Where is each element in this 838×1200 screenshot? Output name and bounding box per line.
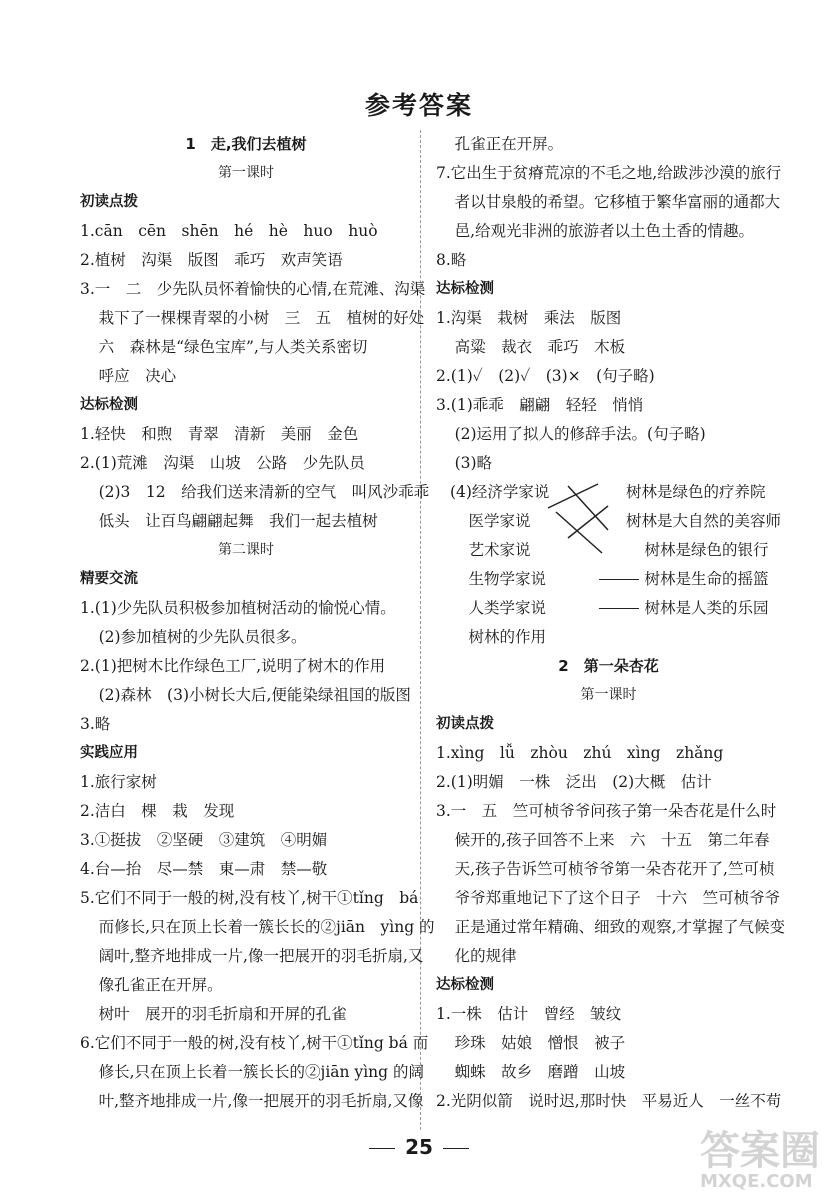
answer-line: 高粱 裁衣 乖巧 木板 xyxy=(454,338,626,356)
match-left-5: 人类学家说 xyxy=(468,599,547,617)
match-right-1: 树林是绿色的疗养院 xyxy=(625,483,766,501)
answer-line: 1.cān cēn shēn hé hè huo huò xyxy=(80,222,378,240)
page-title: 参考答案 xyxy=(364,91,473,120)
lesson-heading: 2 第一朵杏花 xyxy=(558,657,659,675)
answer-line: 低头 让百鸟翩翩起舞 我们一起去植树 xyxy=(98,512,378,530)
answer-line: 7.它出生于贫瘠荒凉的不毛之地,给跋涉沙漠的旅行 xyxy=(436,164,782,182)
answer-line: 3.一 二 少先队员怀着愉快的心情,在荒滩、沟渠 xyxy=(80,280,426,298)
lesson-subheading: 第二课时 xyxy=(218,542,274,558)
answer-line: 蜘蛛 故乡 磨蹭 山坡 xyxy=(454,1063,626,1081)
answer-line: 正是通过常年精确、细致的观察,才掌握了气候变 xyxy=(454,918,786,936)
right-bottom-block xyxy=(436,652,786,1116)
answer-line: 1.旅行家树 xyxy=(80,773,157,791)
section-heading: 精要交流 xyxy=(80,571,138,587)
section-heading: 初读点拨 xyxy=(80,194,138,210)
answer-line: 1.xìng lǚ zhòu zhú xìng zhǎng xyxy=(436,744,724,762)
match-right-2: 树林是大自然的美容师 xyxy=(625,512,781,530)
match-left-2: 医学家说 xyxy=(468,512,531,530)
answer-line: 呼应 决心 xyxy=(98,367,177,385)
answer-line: 化的规律 xyxy=(454,947,517,965)
section-heading: 达标检测 xyxy=(436,281,494,297)
answer-line: 3.①挺拔 ②坚硬 ③建筑 ④明媚 xyxy=(80,831,328,849)
answer-line: 6.它们不同于一般的树,没有枝丫,树干①tǐng bá 而 xyxy=(80,1034,429,1052)
section-heading: 实践应用 xyxy=(80,745,138,761)
answer-line: (2)参加植树的少先队员很多。 xyxy=(98,628,307,646)
answer-line: 1.沟渠 栽树 乘法 版图 xyxy=(436,309,622,327)
answer-line: 叶,整齐地排成一片,像一把展开的羽毛折扇,又像 xyxy=(98,1092,424,1110)
answer-line: 2.植树 沟渠 版图 乖巧 欢声笑语 xyxy=(80,251,343,269)
answer-line: 而修长,只在顶上长着一簇长长的②jiān yìng 的 xyxy=(98,918,435,936)
match-right-4: 树林是生命的摇篮 xyxy=(644,570,769,588)
answer-line: (3)略 xyxy=(454,454,493,472)
answer-line: 六 森林是“绿色宝库”,与人类关系密切 xyxy=(98,338,368,356)
lesson-subheading: 第一课时 xyxy=(218,165,274,181)
answer-line: 孔雀正在开屏。 xyxy=(454,135,564,153)
right-top-block xyxy=(436,130,781,478)
answer-line: 珍珠 姑娘 憎恨 被子 xyxy=(454,1034,626,1052)
match-left-4: 生物学家说 xyxy=(468,570,547,588)
answer-line: (2)3 12 给我们送来清新的空气 叫风沙乖乖 xyxy=(98,483,430,501)
answer-line: 像孔雀正在开屏。 xyxy=(98,976,223,994)
match-left-6: 树林的作用 xyxy=(468,628,547,646)
answer-line: 8.略 xyxy=(436,251,467,269)
answer-line: 天,孩子告诉竺可桢爷爷第一朵杏花开了,竺可桢 xyxy=(454,860,775,878)
answer-line: 3.(1)乖乖 翩翩 轻轻 悄悄 xyxy=(436,396,644,414)
answer-line: 2.(1)✓ (2)✓ (3)× (句子略) xyxy=(436,367,655,385)
answer-line: 2.(1)把树木比作绿色工厂,说明了树木的作用 xyxy=(80,657,386,675)
answer-line: 候开的,孩子回答不上来 六 十五 第二年春 xyxy=(454,831,770,849)
answer-line: 者以甘泉般的希望。它移植于繁华富丽的通都大 xyxy=(454,193,781,211)
section-heading: 达标检测 xyxy=(80,397,138,413)
answer-line: 爷爷郑重地记下了这个日子 十六 竺可桢爷爷 xyxy=(454,889,781,907)
answer-line: (2)森林 (3)小树长大后,便能染绿祖国的版图 xyxy=(98,686,411,704)
page-number: 25 xyxy=(0,1135,838,1159)
answer-line: 阔叶,整齐地排成一片,像一把展开的羽毛折扇,又 xyxy=(98,947,424,965)
answer-line: 3.一 五 竺可桢爷爷问孩子第一朵杏花是什么时 xyxy=(436,802,777,820)
matching-exercise xyxy=(436,478,781,652)
answer-line: 4.台—抬 尽—禁 東—肃 禁—敬 xyxy=(80,860,328,878)
answer-line: (2)运用了拟人的修辞手法。(句子略) xyxy=(454,425,706,443)
section-heading: 初读点拨 xyxy=(436,716,494,732)
right-column xyxy=(436,130,786,1116)
answer-line: 栽下了一棵棵青翠的小树 三 五 植树的好处 xyxy=(98,309,425,327)
match-left-3: 艺术家说 xyxy=(468,541,531,559)
answer-line: 1.轻快 和煦 青翠 清新 美丽 金色 xyxy=(80,425,359,443)
section-heading: 达标检测 xyxy=(436,977,494,993)
answer-line: 2.(1)荒滩 沟渠 山坡 公路 少先队员 xyxy=(80,454,365,472)
lesson-heading: 1 走,我们去植树 xyxy=(185,135,307,153)
answer-line: 2.光阴似箭 说时迟,那时快 平易近人 一丝不苟 xyxy=(436,1092,782,1110)
answer-line: 邑,给观光非洲的旅游者以土色土香的情趣。 xyxy=(454,222,755,240)
lesson-subheading: 第一课时 xyxy=(580,687,637,703)
answer-line: 1.一株 估计 曾经 皱纹 xyxy=(436,1005,622,1023)
match-right-3: 树林是绿色的银行 xyxy=(644,541,769,559)
answer-line: 1.(1)少先队员积极参加植树活动的愉悦心情。 xyxy=(80,599,396,617)
answer-line: 修长,只在顶上长着一簇长长的②jiān yìng 的阔 xyxy=(98,1063,424,1081)
match-left-1: (4)经济学家说 xyxy=(449,483,550,501)
answer-line: 2.(1)明媚 一株 泛出 (2)大概 估计 xyxy=(436,773,712,791)
answer-line: 树叶 展开的羽毛折扇和开屏的孔雀 xyxy=(98,1005,347,1023)
answer-line: 5.它们不同于一般的树,没有枝丫,树干①tǐng bá xyxy=(80,889,419,907)
match-right-5: 树林是人类的乐园 xyxy=(644,599,769,617)
answer-line: 2.洁白 棵 栽 发现 xyxy=(80,802,235,820)
matching-lines xyxy=(436,478,781,652)
answer-line: 3.略 xyxy=(80,715,111,733)
watermark-logo: 答案圈 MXQE.COM xyxy=(700,1128,820,1192)
left-column xyxy=(80,130,435,1116)
